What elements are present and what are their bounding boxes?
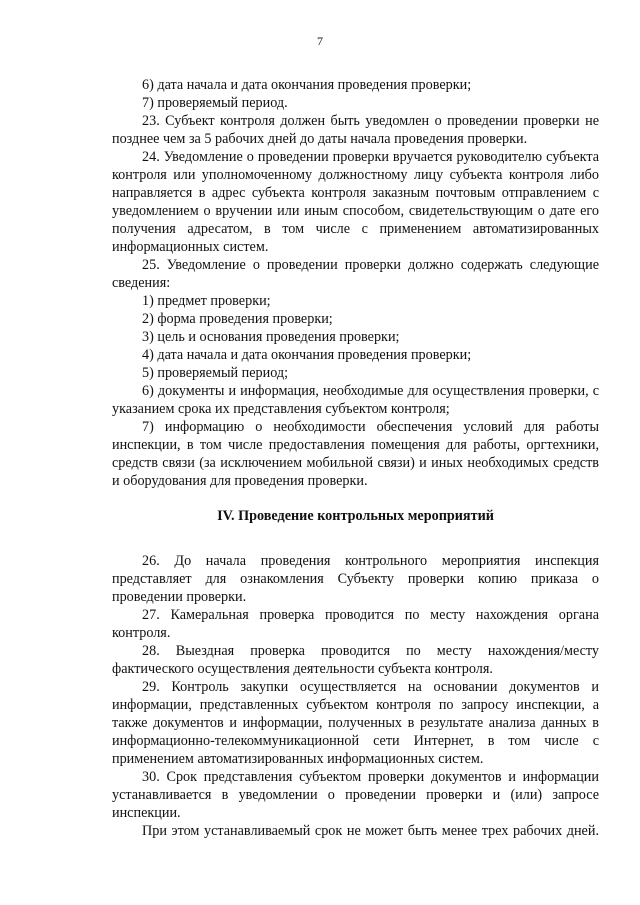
page-number: 7 [317,34,323,48]
section-heading: IV. Проведение контрольных мероприятий [217,508,494,524]
paragraph: 4) дата начала и дата окончания проведения проверки; [142,347,472,363]
document-body [112,76,599,840]
paragraph: 1) предмет проверки; [142,293,271,309]
paragraph: 29. Контроль закупки осуществляется на основании документов и информации, представленных субъектом контроля по запросу инспекции, а также документов и информации, полученных в результате анализа данных в информационно-телекоммуникационной сети Интернет, в том числе с применением автоматизированных информационных систем. [112,679,599,767]
paragraph: 24. Уведомление о проведении проверки вручается руководителю субъекта контроля или уполномоченному должностному лицу субъекта контроля либо направляется в адрес субъекта контроля заказным почтовым отправлением с уведомлением о вручении или иным способом, свидетельствующим о дате его получения адресатом, в том числе с применением автоматизированных информационных систем. [112,149,599,255]
paragraph: 5) проверяемый период; [142,365,289,381]
paragraph: 26. До начала проведения контрольного мероприятия инспекция представляет для ознакомления Субъекту проверки копию приказа о проведении проверки. [112,553,599,605]
paragraph: 3) цель и основания проведения проверки; [142,329,400,345]
paragraph: 6) документы и информация, необходимые для осуществления проверки, с указанием срока их представления субъектом контроля; [112,383,599,417]
paragraph: 2) форма проведения проверки; [142,311,333,327]
paragraph: 23. Субъект контроля должен быть уведомлен о проведении проверки не позднее чем за 5 рабочих дней до даты начала проведения проверки. [112,113,599,147]
paragraph: 25. Уведомление о проведении проверки должно содержать следующие сведения: [112,257,599,291]
paragraph: При этом устанавливаемый срок не может быть менее трех рабочих дней. [142,823,599,839]
paragraph: 7) информацию о необходимости обеспечения условий для работы инспекции, в том числе предоставления помещения для работы, оргтехники, средств связи (за исключением мобильной связи) и иных необходимых средств и оборудования для проведения проверки. [112,419,599,489]
paragraph: 6) дата начала и дата окончания проведения проверки; [142,77,472,93]
paragraph: 30. Срок представления субъектом проверки документов и информации устанавливается в уведомлении о проведении проверки и (или) запросе инспекции. [112,769,599,821]
paragraph: 7) проверяемый период. [142,95,288,111]
paragraph: 27. Камеральная проверка проводится по месту нахождения органа контроля. [112,607,599,641]
paragraph: 28. Выездная проверка проводится по месту нахождения/месту фактического осуществления деятельности субъекта контроля. [112,643,599,677]
